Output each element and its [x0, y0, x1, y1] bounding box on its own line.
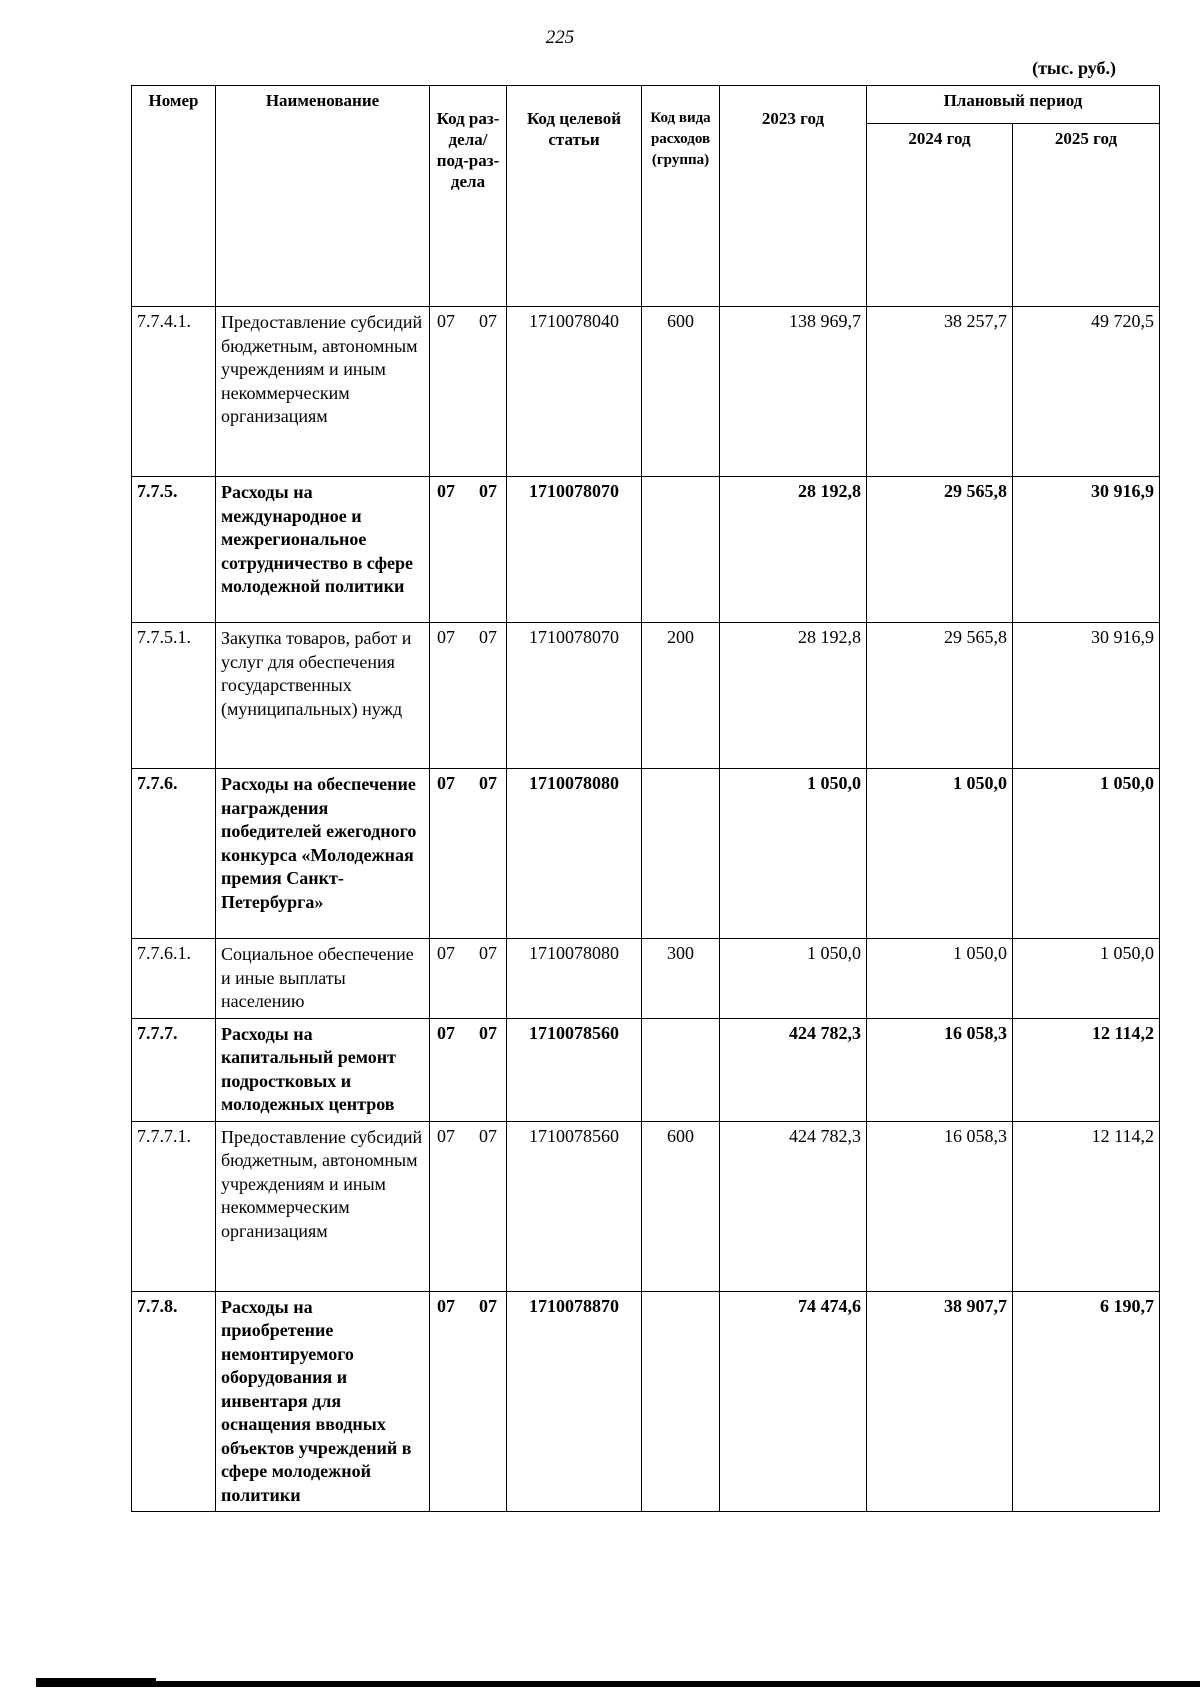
table-row — [132, 477, 1160, 623]
subsection-code: 07 — [479, 1295, 497, 1316]
row-section — [430, 307, 507, 477]
row-value-2024: 1 050,0 — [867, 769, 1013, 939]
row-section — [430, 939, 507, 1019]
subsection-code: 07 — [479, 481, 497, 501]
section-code: 07 — [437, 311, 455, 331]
row-target-code: 1710078560 — [507, 1121, 642, 1291]
row-value-2025: 1 050,0 — [1013, 769, 1160, 939]
row-target-code: 1710078560 — [507, 1018, 642, 1121]
header-year-2023: 2023 год — [720, 86, 867, 307]
section-code: 07 — [437, 943, 455, 963]
row-expense-type: 600 — [642, 1121, 720, 1291]
row-name: Расходы на международное и межрегиональное сотрудничество в сфере молодежной политики — [216, 477, 430, 623]
row-expense-type: 600 — [642, 307, 720, 477]
row-expense-type — [642, 769, 720, 939]
row-target-code: 1710078870 — [507, 1291, 642, 1512]
section-code: 07 — [437, 1125, 455, 1146]
subsection-code: 07 — [479, 943, 497, 963]
row-value-2023: 1 050,0 — [720, 939, 867, 1019]
row-target-code: 1710078080 — [507, 769, 642, 939]
subsection-code: 07 — [479, 1125, 497, 1146]
row-name: Расходы на капитальный ремонт подростковых и молодежных центров — [216, 1018, 430, 1121]
row-value-2025: 30 916,9 — [1013, 623, 1160, 769]
header-year-2024: 2024 год — [867, 124, 1013, 307]
row-name: Предоставление субсидий бюджетным, автономным учреждениям и иным некоммерческим организациям — [216, 1121, 430, 1291]
subsection-code: 07 — [479, 627, 497, 647]
row-name: Расходы на приобретение немонтируемого оборудования и инвентаря для оснащения вводных объектов учреждений в сфере молодежной политики — [216, 1291, 430, 1512]
row-expense-type — [642, 477, 720, 623]
row-expense-type: 300 — [642, 939, 720, 1019]
section-code: 07 — [437, 1295, 455, 1316]
subsection-code: 07 — [479, 773, 497, 793]
row-value-2024: 16 058,3 — [867, 1018, 1013, 1121]
row-section — [430, 623, 507, 769]
row-value-2025: 12 114,2 — [1013, 1018, 1160, 1121]
row-name: Расходы на обеспечение награждения победителей ежегодного конкурса «Молодежная премия Санкт-Петербурга» — [216, 769, 430, 939]
row-number: 7.7.7. — [132, 1018, 216, 1121]
table-row — [132, 1121, 1160, 1291]
page-number: 225 — [545, 27, 575, 48]
row-number: 7.7.8. — [132, 1291, 216, 1512]
table-row — [132, 307, 1160, 477]
row-number: 7.7.6.1. — [132, 939, 216, 1019]
row-number: 7.7.7.1. — [132, 1121, 216, 1291]
row-expense-type: 200 — [642, 623, 720, 769]
row-value-2023: 1 050,0 — [720, 769, 867, 939]
header-year-2025: 2025 год — [1013, 124, 1160, 307]
header-planned-period: Плановый период — [867, 86, 1160, 124]
section-code: 07 — [437, 627, 455, 647]
row-number: 7.7.4.1. — [132, 307, 216, 477]
section-code: 07 — [437, 481, 455, 501]
row-value-2025: 6 190,7 — [1013, 1291, 1160, 1512]
row-value-2025: 30 916,9 — [1013, 477, 1160, 623]
row-expense-type — [642, 1018, 720, 1121]
units-label: (тыс. руб.) — [1032, 58, 1116, 78]
row-value-2025: 49 720,5 — [1013, 307, 1160, 477]
row-value-2023: 74 474,6 — [720, 1291, 867, 1512]
row-target-code: 1710078080 — [507, 939, 642, 1019]
row-target-code: 1710078070 — [507, 623, 642, 769]
row-number: 7.7.6. — [132, 769, 216, 939]
row-value-2024: 29 565,8 — [867, 477, 1013, 623]
table-row — [132, 769, 1160, 939]
header-section-code: Код раз-дела/ под-раз-дела — [430, 86, 507, 307]
subsection-code: 07 — [479, 1022, 497, 1043]
row-section — [430, 1018, 507, 1121]
row-section — [430, 477, 507, 623]
row-value-2024: 38 907,7 — [867, 1291, 1013, 1512]
row-target-code: 1710078040 — [507, 307, 642, 477]
table-row — [132, 623, 1160, 769]
table-row — [132, 1291, 1160, 1512]
row-number: 7.7.5. — [132, 477, 216, 623]
row-name: Закупка товаров, работ и услуг для обеспечения государственных (муниципальных) нужд — [216, 623, 430, 769]
row-name: Предоставление субсидий бюджетным, автономным учреждениям и иным некоммерческим организациям — [216, 307, 430, 477]
row-value-2024: 29 565,8 — [867, 623, 1013, 769]
row-value-2023: 28 192,8 — [720, 623, 867, 769]
subsection-code: 07 — [479, 311, 497, 331]
row-expense-type — [642, 1291, 720, 1512]
row-section — [430, 1121, 507, 1291]
row-name: Социальное обеспечение и иные выплаты населению — [216, 939, 430, 1019]
header-number: Номер — [132, 86, 216, 307]
header-name: Наименование — [216, 86, 430, 307]
row-value-2023: 28 192,8 — [720, 477, 867, 623]
row-number: 7.7.5.1. — [132, 623, 216, 769]
row-target-code: 1710078070 — [507, 477, 642, 623]
row-value-2024: 38 257,7 — [867, 307, 1013, 477]
row-section — [430, 769, 507, 939]
row-section — [430, 1291, 507, 1512]
row-value-2023: 138 969,7 — [720, 307, 867, 477]
section-code: 07 — [437, 1022, 455, 1043]
table-row — [132, 1018, 1160, 1121]
header-target-code: Код целевой статьи — [507, 86, 642, 307]
row-value-2023: 424 782,3 — [720, 1121, 867, 1291]
row-value-2023: 424 782,3 — [720, 1018, 867, 1121]
row-value-2024: 16 058,3 — [867, 1121, 1013, 1291]
budget-table — [131, 85, 1160, 1512]
table-row — [132, 939, 1160, 1019]
row-value-2025: 12 114,2 — [1013, 1121, 1160, 1291]
bottom-rule — [36, 1681, 1200, 1687]
header-expense-type-code: Код вида расходов (группа) — [642, 86, 720, 307]
row-value-2024: 1 050,0 — [867, 939, 1013, 1019]
section-code: 07 — [437, 773, 455, 793]
row-value-2025: 1 050,0 — [1013, 939, 1160, 1019]
